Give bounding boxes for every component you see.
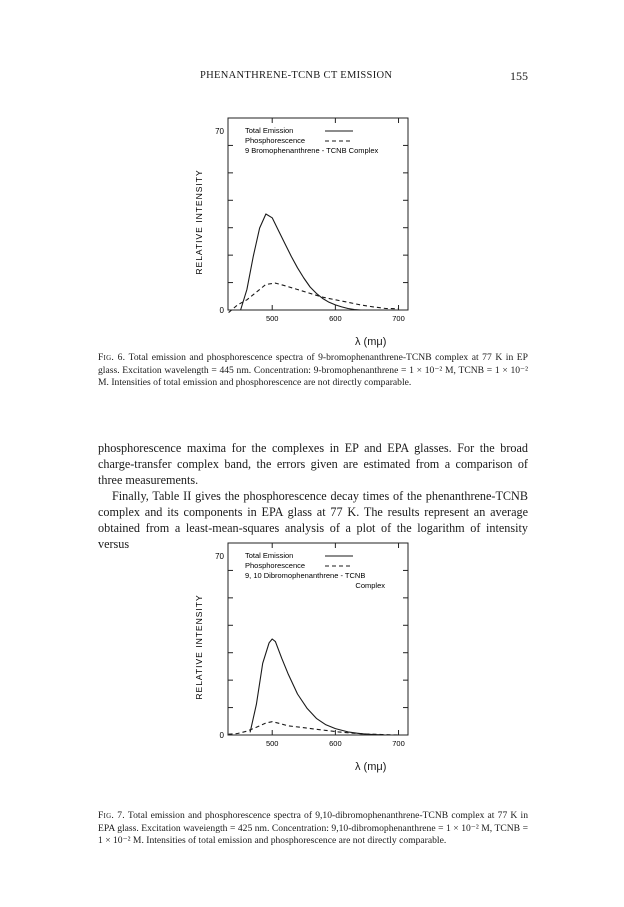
legend xyxy=(245,551,385,590)
caption-label: Fig. 6. xyxy=(98,352,126,363)
y-tick-label: 0 xyxy=(219,306,224,315)
legend-phos-label: Phosphorescence xyxy=(245,136,306,145)
caption-text: Total emission and phosphorescence spectra of 9-bromophenanthrene-TCNB complex at 77 K in EP glass. Excitation wavelength = 445 nm. Concentration: 9-bromophenanthrene = 1 × 10⁻² M, TCNB = 1 × 10⁻² M. Intensities of total emission and phosphorescence are not directly comparable. xyxy=(98,352,528,389)
y-axis-label: RELATIVE INTENSITY xyxy=(194,169,204,275)
figure-7 xyxy=(190,535,420,773)
series-group xyxy=(229,214,399,313)
legend-total-label: Total Emission xyxy=(245,126,294,135)
legend-title: 9, 10 Dibromophenanthrene - TCNB xyxy=(245,571,366,580)
x-axis-label: λ (mμ) xyxy=(355,336,387,348)
y-axis-label: RELATIVE INTENSITY xyxy=(194,594,204,700)
figure-6-chart xyxy=(190,110,420,330)
legend-total-label: Total Emission xyxy=(245,551,294,560)
y-tick-labels xyxy=(215,127,224,315)
x-tick-label: 500 xyxy=(265,314,279,323)
x-tick-labels xyxy=(266,739,405,748)
total-emission-line xyxy=(250,639,386,735)
caption-text: Total emission and phosphorescence spectra of 9,10-dibromophenanthrene-TCNB complex at 77 K in EPA glass. Excitation waveiength = 425 nm. Concentration: 9,10-dibromophenanthrene = 1 × 10⁻² M, TCNB = 1 × 10⁻² M. Intensities of total emission and phosphorescence are not directly comparable. xyxy=(98,810,528,847)
legend-title: Complex xyxy=(355,581,385,590)
phosphorescence-line xyxy=(229,283,399,313)
x-tick-labels xyxy=(266,314,405,323)
x-tick-label: 700 xyxy=(392,314,405,323)
x-tick-label: 700 xyxy=(392,739,405,748)
series-group xyxy=(229,639,399,735)
legend-title: 9 Bromophenanthrene - TCNB Complex xyxy=(245,146,379,155)
figure-6 xyxy=(190,110,420,348)
y-tick-label: 0 xyxy=(219,731,224,740)
x-tick-label: 500 xyxy=(265,739,279,748)
total-emission-line xyxy=(241,214,361,310)
paragraph: phosphorescence maxima for the complexes in EP and EPA glasses. For the broad charge-transfer complex band, the errors given are estimated from a comparison of three measurements. xyxy=(98,441,528,487)
caption-label: Fig. 7. xyxy=(98,810,125,821)
x-tick-label: 600 xyxy=(329,314,342,323)
legend-phos-label: Phosphorescence xyxy=(245,561,306,570)
x-tick-label: 600 xyxy=(329,739,342,748)
y-tick-label: 70 xyxy=(215,126,224,136)
paragraph: Finally, Table II gives the phosphorescence decay times of the phenanthrene-TCNB complex and its components in EPA glass at 77 K. The results represent an average obtained from a least-mean-squares analysis of a plot of the logarithm of intensity versus xyxy=(98,489,528,551)
y-tick-label: 70 xyxy=(215,551,224,561)
x-axis-label: λ (mμ) xyxy=(355,761,387,773)
running-title: PHENANTHRENE-TCNB CT EMISSION xyxy=(200,70,393,81)
phosphorescence-line xyxy=(229,722,399,735)
legend xyxy=(245,126,379,155)
running-head xyxy=(0,70,624,84)
y-tick-labels xyxy=(215,552,224,740)
figure-7-caption xyxy=(98,810,528,848)
page-number: 155 xyxy=(510,69,528,83)
figure-6-caption xyxy=(98,352,528,390)
figure-7-chart xyxy=(190,535,420,755)
